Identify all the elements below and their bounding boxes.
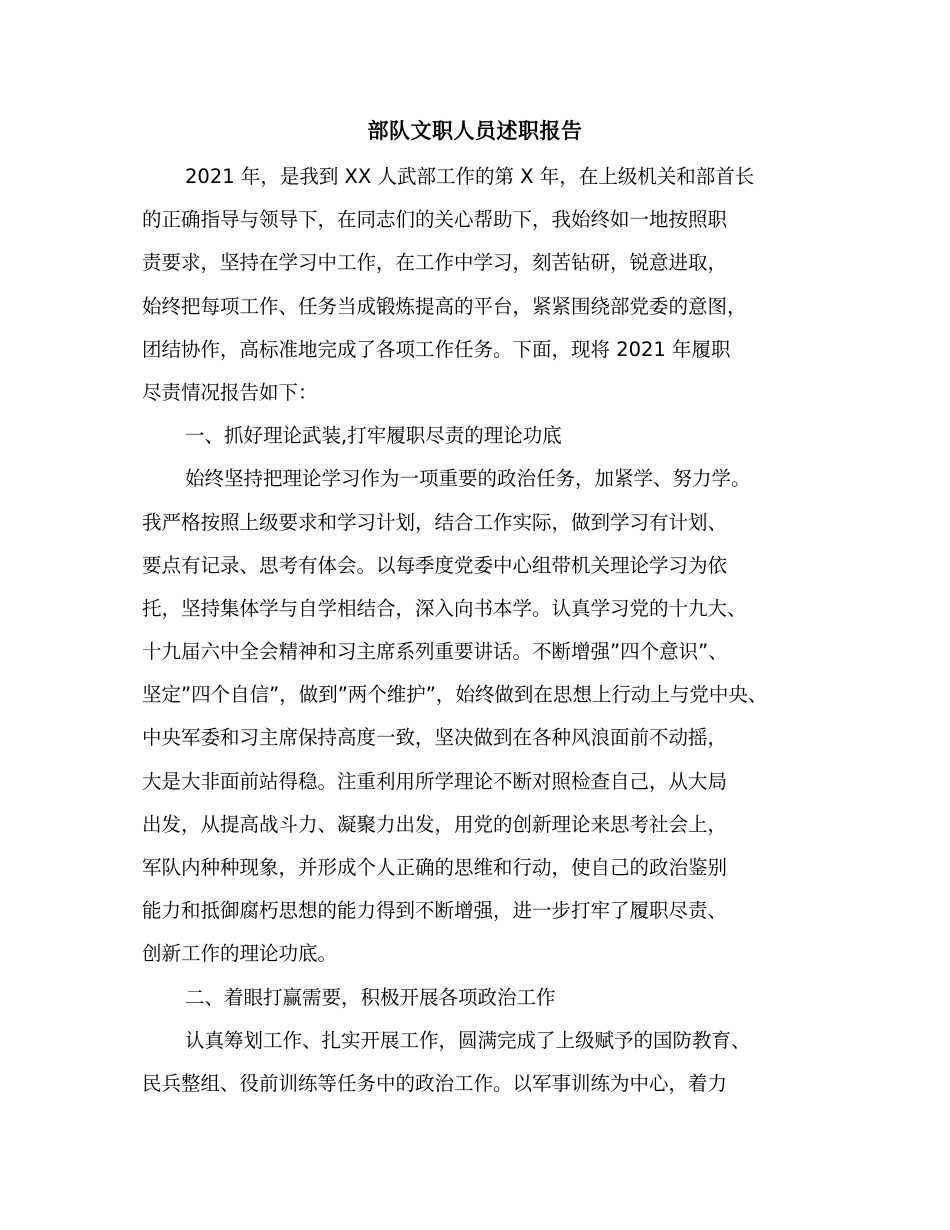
body-text-line: 始终把每项工作、任务当成锻炼提高的平台，紧紧围绕部党委的意图， <box>142 294 747 318</box>
body-text-line: 的正确指导与领导下，在同志们的关心帮助下，我始终如一地按照职 <box>142 208 728 232</box>
document-body <box>142 155 832 1105</box>
body-text-line: 团结协作，高标准地完成了各项工作任务。下面，现将 2021 年履职 <box>142 337 731 361</box>
body-text-line: 要点有记录、思考有体会。以每季度党委中心组带机关理论学习为依 <box>142 553 728 577</box>
body-text-line: 认真筹划工作、扎实开展工作，圆满完成了上级赋予的国防教育、 <box>185 1028 751 1052</box>
body-text-line: 能力和抵御腐朽思想的能力得到不断增强，进一步打牢了履职尽责、 <box>142 899 728 923</box>
body-text-line: 中央军委和习主席保持高度一致，坚决做到在各种风浪面前不动摇， <box>142 726 728 750</box>
body-text-line: 尽责情况报告如下： <box>142 380 318 404</box>
document-title: 部队文职人员述职报告 <box>367 119 583 143</box>
body-text-line: 军队内种种现象，并形成个人正确的思维和行动，使自己的政治鉴别 <box>142 856 728 879</box>
body-text-line: 一、抓好理论武装,打牢履职尽责的理论功底 <box>185 424 562 448</box>
body-text-line: 二、着眼打赢需要，积极开展各项政治工作 <box>185 985 556 1009</box>
body-text-line: 创新工作的理论功底。 <box>142 942 338 966</box>
body-text-line: 我严格按照上级要求和学习计划，结合工作实际，做到学习有计划、 <box>142 510 728 534</box>
body-text-line: 出发，从提高战斗力、凝聚力出发，用党的创新理论来思考社会上， <box>142 812 728 836</box>
body-text-line: 托，坚持集体学与自学相结合，深入向书本学。认真学习党的十九大、 <box>142 596 747 620</box>
body-text-line: 坚定”四个自信”，做到”两个维护”，始终做到在思想上行动上与党中央、 <box>142 683 768 707</box>
body-text-line: 民兵整组、役前训练等任务中的政治工作。以军事训练为中心，着力 <box>142 1071 728 1095</box>
body-text-line: 责要求，坚持在学习中工作，在工作中学习，刻苦钻研，锐意进取， <box>142 251 728 275</box>
body-text-line: 始终坚持把理论学习作为一项重要的政治任务，加紧学、努力学。 <box>185 467 751 491</box>
body-text-line: 十九届六中全会精神和习主席系列重要讲话。不断增强”四个意识”、 <box>142 640 728 664</box>
body-text-line: 2021 年，是我到 XX 人武部工作的第 X 年，在上级机关和部首长 <box>185 165 755 188</box>
body-text-line: 大是大非面前站得稳。注重利用所学理论不断对照检查自己，从大局 <box>142 769 728 793</box>
